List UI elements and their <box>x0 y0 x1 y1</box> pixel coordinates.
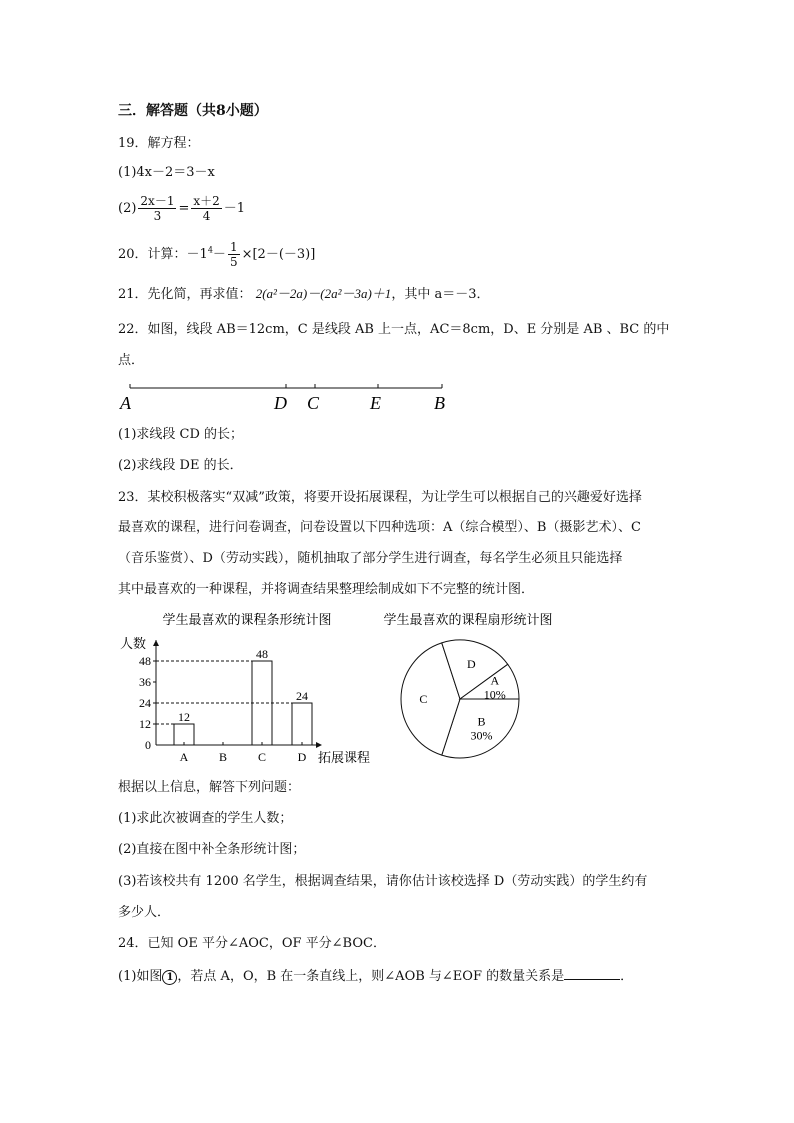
q24-part1-end: ． <box>620 969 634 984</box>
q19-frac-right-den: 4 <box>202 209 211 223</box>
section-title: 三．解答题（共8小题） <box>118 103 268 119</box>
q20-fraction <box>228 240 240 269</box>
q19-fraction-left <box>138 194 176 223</box>
point-e-label: E <box>370 393 381 413</box>
q20-expr-c: ×[2－(－3)] <box>241 247 316 262</box>
q20-exponent: 4 <box>207 245 213 255</box>
q23-line2: 最喜欢的课程，进行问卷调查，问卷设置以下四种选项：A（综合模型）、B（摄影艺术）、C <box>118 520 641 535</box>
x-tick-label: D <box>297 750 307 764</box>
x-tick-label: A <box>179 750 189 764</box>
y-tick-label: 0 <box>145 738 151 752</box>
q19-fraction-right <box>191 194 221 223</box>
q20 <box>118 240 315 269</box>
x-tick-label: B <box>218 750 228 764</box>
q19-frac-left-num: 2x－1 <box>140 194 175 208</box>
bar-chart-title: 学生最喜欢的课程条形统计图 <box>162 612 332 627</box>
q24-part1-prefix: (1)如图 <box>118 969 163 984</box>
q19-part1: (1)4x－2＝3－x <box>118 165 215 180</box>
q24-part1-text: ，若点 A，O，B 在一条直线上，则∠AOB 与∠EOF 的数量关系是 <box>177 969 565 984</box>
point-c-label: C <box>307 393 320 413</box>
pie-chart-title: 学生最喜欢的课程扇形统计图 <box>383 612 553 627</box>
pie-slice-percent: 30% <box>470 728 493 743</box>
bar-chart <box>112 610 382 770</box>
pie-slice-label: D <box>466 657 476 672</box>
data-label: 24 <box>296 689 308 703</box>
bar <box>174 724 194 745</box>
q21 <box>118 285 489 304</box>
q24-part1 <box>118 967 633 986</box>
circled-one-icon: 1 <box>162 970 177 985</box>
q20-heading: 20．计算： <box>118 247 187 262</box>
q22-line1: 22．如图，线段 AB＝12cm，C 是线段 AB 上一点，AC＝8cm，D、E 分别是 AB 、BC 的中 <box>118 322 670 337</box>
q19-equals: = <box>178 201 190 216</box>
x-tick-label: C <box>257 750 267 764</box>
q23-line4: 其中最喜欢的一种课程，并将调查结果整理绘制成如下不完整的统计图． <box>118 582 535 597</box>
q19-frac-left-den: 3 <box>153 209 162 223</box>
pie-slice-label: C <box>419 692 428 706</box>
q23-after: 根据以上信息，解答下列问题： <box>118 780 301 795</box>
x-axis-arrow-icon <box>316 742 322 748</box>
bar-chart-ylabel: 人数 <box>120 636 147 651</box>
pie-slice-label: A <box>490 673 500 688</box>
bar-chart-xlabel: 拓展课程 <box>318 750 371 765</box>
q24-line1: 24．已知 OE 平分∠AOC，OF 平分∠BOC． <box>118 936 386 951</box>
q23-line1: 23．某校积极落实“双减”政策，将要开设拓展课程，为让学生可以根据自己的兴趣爱好选择 <box>118 490 642 505</box>
pie-slice-label: B <box>477 714 486 729</box>
q19-heading: 19．解方程： <box>118 136 200 151</box>
q20-expr-a: －1 <box>186 247 208 262</box>
pie-chart <box>378 610 578 770</box>
y-tick-label: 36 <box>139 675 151 689</box>
q19-part2 <box>118 194 245 223</box>
q22-part1: (1)求线段 CD 的长； <box>118 427 244 442</box>
y-tick-label: 48 <box>139 654 151 668</box>
data-label: 12 <box>178 710 190 724</box>
answer-blank[interactable] <box>564 967 620 980</box>
q20-frac-den: 5 <box>229 255 238 269</box>
point-d-label: D <box>274 393 287 413</box>
q19-tail: －1 <box>223 201 246 216</box>
q22-segment-figure <box>110 378 460 414</box>
q23-part3-b: 多少人． <box>118 905 171 920</box>
q21-tail: ，其中 a＝－3． <box>391 287 490 302</box>
y-axis-arrow-icon <box>153 640 159 646</box>
q23-part3-a: (3)若该校共有 1200 名学生，根据调查结果，请你估计该校选择 D（劳动实践）的学生约有 <box>118 874 648 889</box>
pie-slice-percent: 10% <box>483 687 506 702</box>
q21-heading: 21．先化简，再求值： <box>118 287 252 302</box>
q19-frac-right-num: x＋2 <box>193 194 220 208</box>
q22-line2: 点． <box>118 353 145 368</box>
point-a-label: A <box>120 393 131 413</box>
q19-part2-prefix: (2) <box>118 201 137 216</box>
y-tick-label: 12 <box>139 717 151 731</box>
q23-line3: （音乐鉴赏）、D（劳动实践），随机抽取了部分学生进行调查，每名学生必须且只能选择 <box>118 551 623 566</box>
data-label: 48 <box>256 647 268 661</box>
q23-part2: (2)直接在图中补全条形统计图； <box>118 842 306 857</box>
q20-frac-num: 1 <box>229 240 238 254</box>
y-tick-label: 24 <box>139 696 151 710</box>
q22-part2: (2)求线段 DE 的长． <box>118 458 243 473</box>
q23-part1: (1)求此次被调查的学生人数； <box>118 811 293 826</box>
bar <box>292 703 312 745</box>
q20-expr-b: － <box>212 247 226 262</box>
point-b-label: B <box>434 393 445 413</box>
q21-expression: 2(a²－2a)－(2a²－3a)＋1 <box>255 286 392 301</box>
